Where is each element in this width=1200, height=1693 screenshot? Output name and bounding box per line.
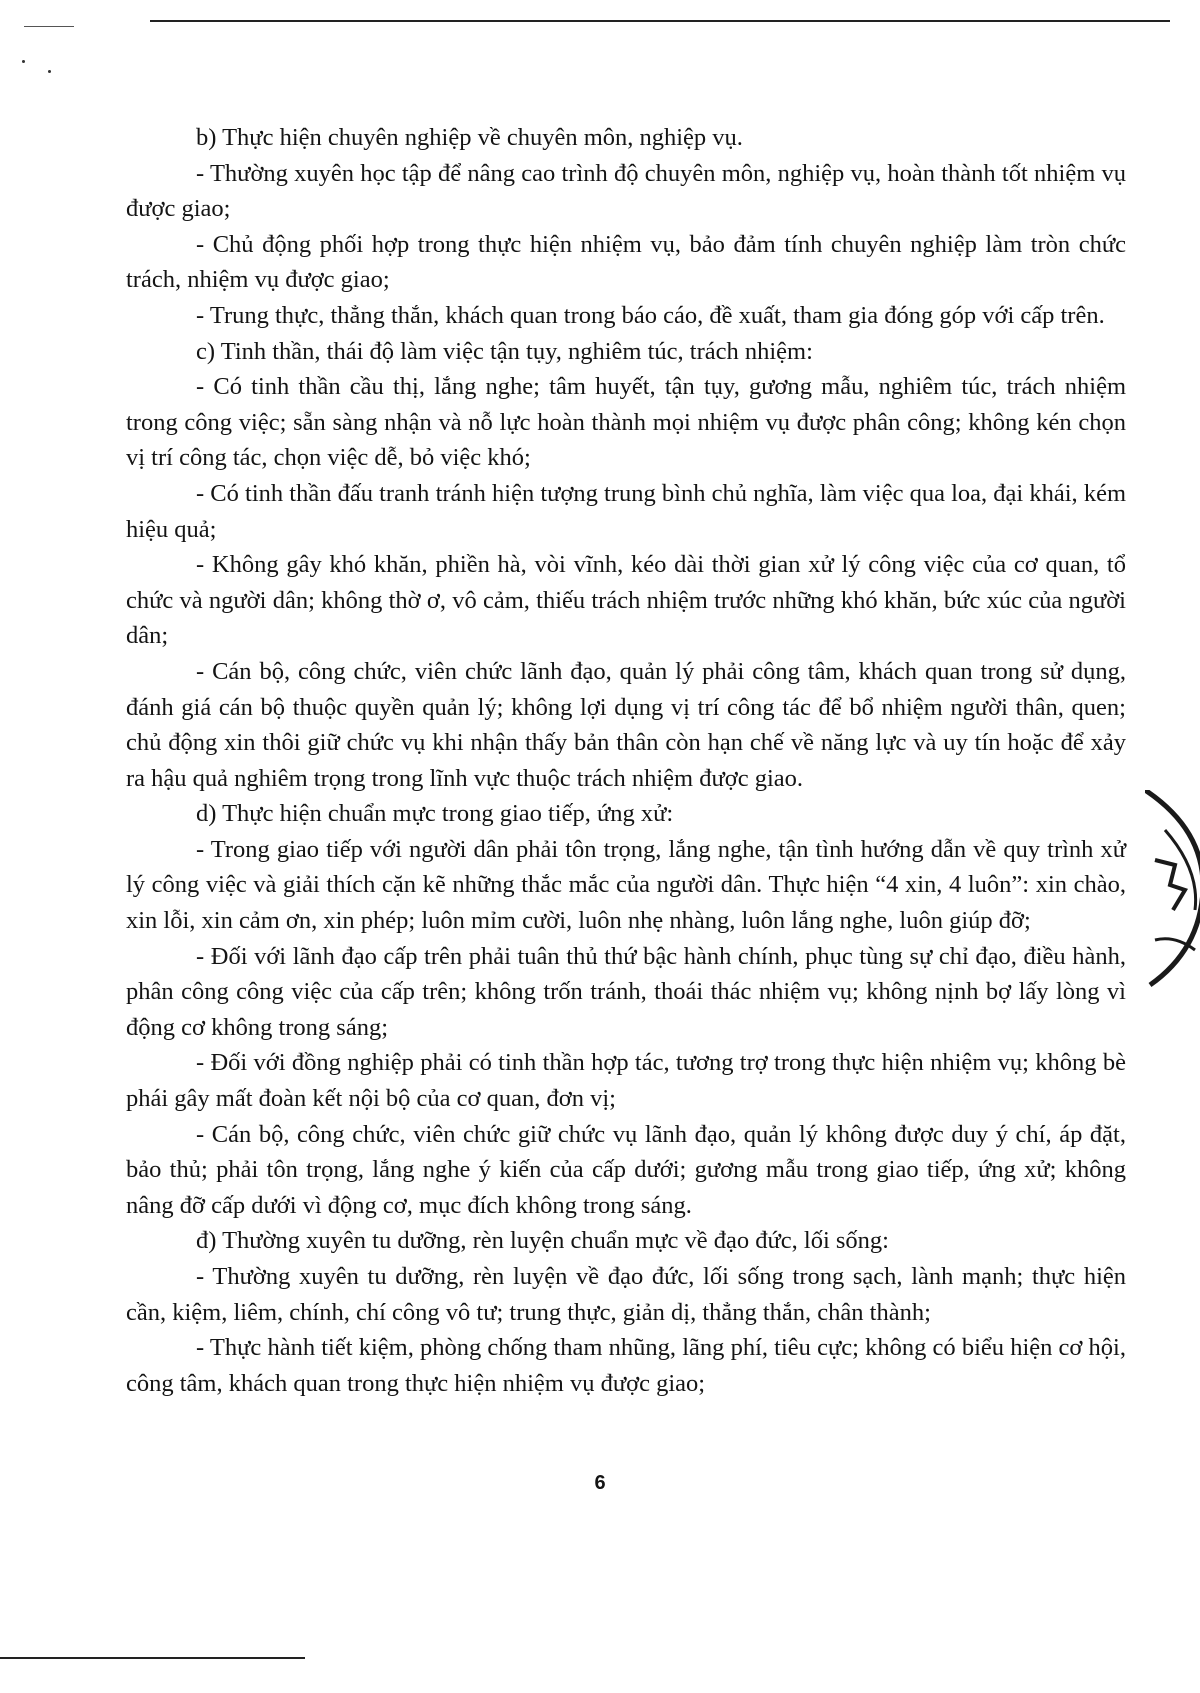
paragraph: - Thực hành tiết kiệm, phòng chống tham nhũng, lãng phí, tiêu cực; không có biểu hiện cơ hội, công tâm, khách quan trong thực hiện nhiệm vụ được giao; [126, 1334, 1126, 1397]
document-body [126, 120, 1126, 1401]
paragraph: c) Tinh thần, thái độ làm việc tận tụy, nghiêm túc, trách nhiệm: [196, 337, 813, 365]
paragraph: - Trung thực, thẳng thắn, khách quan trong báo cáo, đề xuất, tham gia đóng góp với cấp trên. [196, 301, 1105, 329]
scan-speck [48, 70, 51, 73]
seal-stamp-fragment [1145, 790, 1200, 990]
page-number: 6 [594, 1472, 606, 1494]
scan-top-rule-left [24, 26, 74, 27]
paragraph: - Cán bộ, công chức, viên chức giữ chức vụ lãnh đạo, quản lý không được duy ý chí, áp đặt, bảo thủ; phải tôn trọng, lắng nghe ý kiến của cấp dưới; gương mẫu trong giao tiếp, ứng xử; không nâng đỡ cấp dưới vì động cơ, mục đích không trong sáng. [126, 1120, 1126, 1219]
scan-bottom-rule [0, 1657, 305, 1659]
paragraph: b) Thực hiện chuyên nghiệp về chuyên môn, nghiệp vụ. [196, 124, 743, 151]
paragraph: - Có tinh thần đấu tranh tránh hiện tượng trung bình chủ nghĩa, làm việc qua loa, đại khái, kém hiệu quả; [126, 479, 1126, 543]
paragraph: đ) Thường xuyên tu dưỡng, rèn luyện chuẩn mực về đạo đức, lối sống: [196, 1227, 889, 1255]
scan-top-rule [150, 20, 1170, 22]
paragraph: - Thường xuyên tu dưỡng, rèn luyện về đạo đức, lối sống trong sạch, lành mạnh; thực hiện cần, kiệm, liêm, chính, chí công vô tư; trung thực, giản dị, thẳng thắn, chân thành; [126, 1263, 1126, 1326]
paragraph: d) Thực hiện chuẩn mực trong giao tiếp, ứng xử: [196, 800, 674, 828]
paragraph: - Thường xuyên học tập để nâng cao trình độ chuyên môn, nghiệp vụ, hoàn thành tốt nhiệm vụ được giao; [126, 159, 1126, 223]
scan-speck [22, 60, 25, 63]
paragraph: - Đối với đồng nghiệp phải có tinh thần hợp tác, tương trợ trong thực hiện nhiệm vụ; không bè phái gây mất đoàn kết nội bộ của cơ quan, đơn vị; [126, 1049, 1126, 1113]
paragraph: - Trong giao tiếp với người dân phải tôn trọng, lắng nghe, tận tình hướng dẫn về quy trình xử lý công việc và giải thích cặn kẽ những thắc mắc của người dân. Thực hiện “4 xin, 4 luôn”: xin chào, xin lỗi, xin cảm ơn, xin phép; luôn mỉm cười, luôn nhẹ nhàng, luôn lắng nghe, luôn giúp đỡ; [126, 835, 1126, 935]
paragraph: - Chủ động phối hợp trong thực hiện nhiệm vụ, bảo đảm tính chuyên nghiệp làm tròn chức trách, nhiệm vụ được giao; [126, 230, 1126, 294]
paragraph: - Không gây khó khăn, phiền hà, vòi vĩnh, kéo dài thời gian xử lý công việc của cơ quan, tổ chức và người dân; không thờ ơ, vô cảm, thiếu trách nhiệm trước những khó khăn, bức xúc của người dân; [126, 551, 1126, 650]
paragraph: - Có tinh thần cầu thị, lắng nghe; tâm huyết, tận tụy, gương mẫu, nghiêm túc, trách nhiệm trong công việc; sẵn sàng nhận và nỗ lực hoàn thành mọi nhiệm vụ được phân công; không kén chọn vị trí công tác, chọn việc dễ, bỏ việc khó; [126, 373, 1126, 472]
paragraph: - Đối với lãnh đạo cấp trên phải tuân thủ thứ bậc hành chính, phục tùng sự chỉ đạo, điều hành, phân công công việc của cấp trên; không trốn tránh, thoái thác nhiệm vụ; không nịnh bợ lấy lòng vì động cơ không trong sáng; [126, 942, 1126, 1041]
paragraph: - Cán bộ, công chức, viên chức lãnh đạo, quản lý phải công tâm, khách quan trong sử dụng, đánh giá cán bộ thuộc quyền quản lý; không lợi dụng vị trí công tác để bổ nhiệm người thân, quen; chủ động xin thôi giữ chức vụ khi nhận thấy bản thân còn hạn chế về năng lực và uy tín hoặc để xảy ra hậu quả nghiêm trọng trong lĩnh vực thuộc trách nhiệm được giao. [126, 657, 1126, 792]
